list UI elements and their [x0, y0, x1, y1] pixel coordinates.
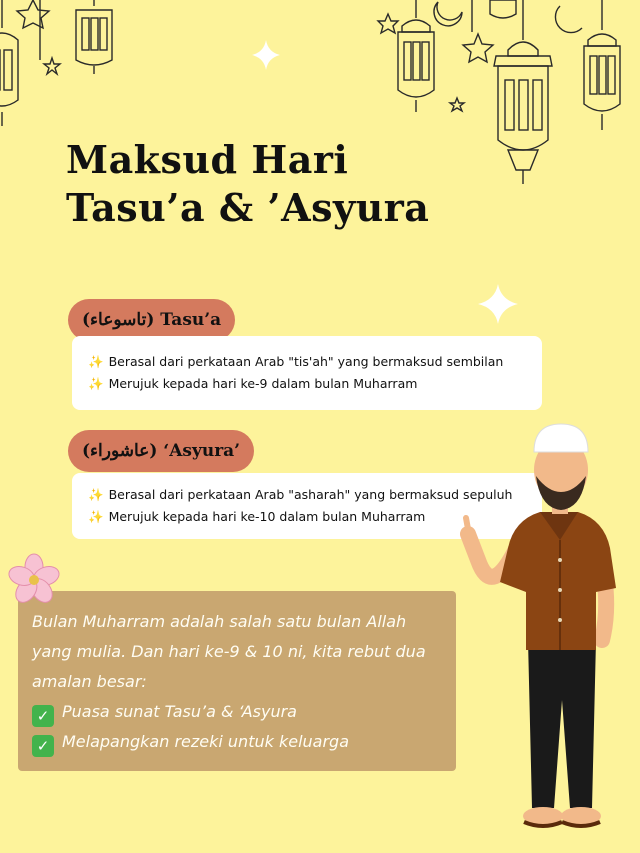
title-line-1: Maksud Hari: [66, 137, 349, 182]
summary-text: Bulan Muharram adalah salah satu bulan Allah yang mulia. Dan hari ke-9 & 10 ni, kita rebut dua amalan besar:: [32, 612, 426, 691]
check-icon: ✓: [32, 705, 54, 727]
list-item: ✓ Melapangkan rezeki untuk keluarga: [32, 727, 444, 757]
list-item: ✨ Berasal dari perkataan Arab "asharah" yang bermaksud sepuluh: [88, 487, 513, 502]
asyura-label-pill: (عاشوراء) ‘Asyura’: [68, 430, 254, 472]
sparkle-icon: ✨: [88, 509, 104, 524]
title-line-2: Tasu’a & ’Asyura: [66, 185, 430, 230]
check-icon: ✓: [32, 735, 54, 757]
list-item: ✨ Merujuk kepada hari ke-10 dalam bulan Muharram: [88, 509, 426, 524]
list-item: ✨ Berasal dari perkataan Arab "tis'ah" yang bermaksud sembilan: [88, 354, 504, 369]
sparkle-icon: ✨: [88, 354, 104, 369]
list-item: ✓ Puasa sunat Tasu’a & ‘Asyura: [32, 697, 444, 727]
sparkle-icon: ✨: [88, 487, 104, 502]
list-item: ✨ Merujuk kepada hari ke-9 dalam bulan Muharram: [88, 376, 418, 391]
sparkle-icon: ✨: [88, 376, 104, 391]
tasua-label-pill: (تاسوعاء) Tasu’a: [68, 299, 235, 341]
